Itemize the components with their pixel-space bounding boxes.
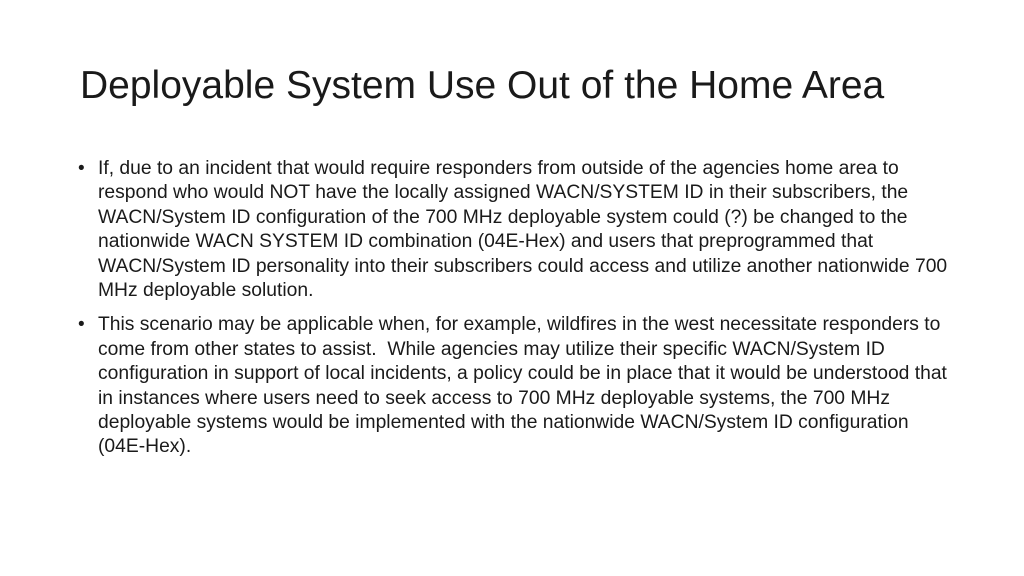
bullet-text: This scenario may be applicable when, for example, wildfires in the west necessitate responders to come from other states to assist. While agencies may utilize their specific WACN/System ID configuration in support of local incidents, a policy could be in place that it would be understood that in instances where users need to seek access to 700 MHz deployable systems, the 700 MHz deployable systems would be implemented with the nationwide WACN/System ID configuration (04E-Hex). xyxy=(98,314,953,458)
bullet-item xyxy=(78,313,953,459)
bullet-dot: • xyxy=(78,158,85,179)
bullet-list xyxy=(78,157,953,470)
bullet-dot: • xyxy=(78,314,85,336)
slide-title: Deployable System Use Out of the Home Area xyxy=(80,64,885,107)
bullet-item xyxy=(78,157,953,303)
bullet-text: If, due to an incident that would require responders from outside of the agencies home area to respond who would NOT have the locally assigned WACN/SYSTEM ID in their subscribers, the WACN/System ID configuration of the 700 MHz deployable system could (?) be changed to the nationwide WACN SYSTEM ID combination (04E-Hex) and users that preprogrammed that WACN/System ID personality into their subscribers could access and utilize another nationwide 700 MHz deployable solution. xyxy=(98,158,953,302)
